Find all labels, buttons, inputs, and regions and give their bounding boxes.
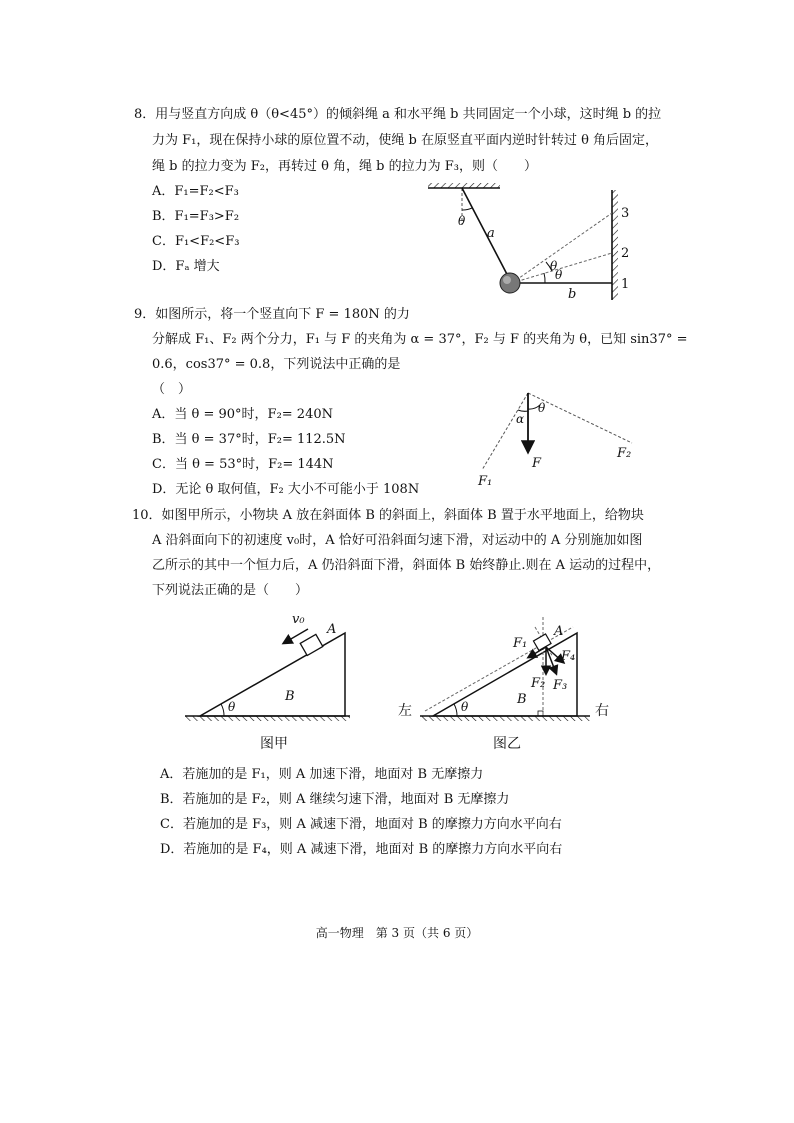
q10-yi-label-f3: F₃ (553, 678, 568, 693)
q9-force-f1-line (482, 393, 528, 470)
q9-label-f1: F₁ (478, 474, 493, 489)
q9-label-f: F (532, 456, 542, 471)
q10-yi-label-b: B (517, 692, 527, 707)
q10-jia-theta: θ (228, 700, 236, 714)
q10-yi-label-f4: F₄ (561, 649, 576, 664)
q9-theta: θ (538, 401, 546, 415)
q8-option-a: A．F₁=F₂<F₃ (152, 184, 239, 199)
q8-wall-hatch (612, 190, 618, 300)
q8-stem-line-1: 8．用与竖直方向成 θ（θ<45°）的倾斜绳 a 和水平绳 b 共同固定一个小球，这时绳 b 的拉 (134, 107, 662, 122)
q10-stem-line-2: A 沿斜面向下的初速度 v₀时，A 恰好可沿斜面匀速下滑，对运动中的 A 分别施加如图 (152, 533, 643, 548)
q8-rope-a (462, 188, 510, 280)
q9-option-a: A．当 θ = 90°时，F₂= 240N (152, 407, 333, 422)
q8-theta-2: θ (550, 259, 558, 273)
q9-option-d: D．无论 θ 取何值，F₂ 大小不可能小于 108N (152, 482, 420, 497)
q10-yi-label-f2: F₂ (531, 676, 546, 691)
q10-yi-caption: 图乙 (493, 736, 521, 752)
q8-ball (500, 273, 520, 293)
q10-jia-caption: 图甲 (260, 736, 288, 752)
q8-option-c: C．F₁<F₂<F₃ (152, 234, 240, 249)
q10-yi-left: 左 (398, 703, 412, 719)
q8-stem-line-3: 绳 b 的拉力变为 F₂，再转过 θ 角，绳 b 的拉力为 F₃，则（ ） (152, 159, 537, 174)
page-footer: 高一物理 第 3 页（共 6 页） (315, 926, 479, 940)
q8-stem-line-2: 力为 F₁，现在保持小球的原位置不动，使绳 b 在原竖直平面内逆时针转过 θ 角后固定， (152, 133, 659, 148)
q8-point-2: 2 (621, 246, 630, 261)
q9-option-b: B．当 θ = 37°时，F₂= 112.5N (152, 432, 346, 447)
q10-option-c: C．若施加的是 F₃，则 A 减速下滑，地面对 B 的摩擦力方向水平向右 (160, 817, 562, 832)
q10-yi-label-a: A (554, 624, 564, 639)
q10-jia-block-a (300, 634, 323, 655)
q9-stem-line-4: （ ） (152, 382, 192, 397)
q9-alpha: α (516, 412, 525, 426)
q9-stem-line-2: 分解成 F₁、F₂ 两个分力，F₁ 与 F 的夹角为 α = 37°，F₂ 与 F 的夹角为 θ，已知 sin37° = (152, 332, 688, 347)
q10-stem-line-3: 乙所示的其中一个恒力后，A 仍沿斜面下滑，斜面体 B 始终静止.则在 A 运动的过程中， (152, 558, 661, 573)
q8-label-a: a (487, 226, 495, 241)
q8-point-1: 1 (621, 277, 630, 292)
q10-figure-jia (180, 605, 360, 755)
q8-figure (420, 180, 650, 305)
q10-jia-v0: v₀ (292, 612, 305, 627)
q10-option-b: B．若施加的是 F₂，则 A 继续匀速下滑，地面对 B 无摩擦力 (160, 792, 510, 807)
q9-figure (470, 385, 645, 500)
q9-stem-line-1: 9．如图所示，将一个竖直向下 F = 180N 的力 (134, 307, 410, 322)
q10-yi-right: 右 (595, 703, 609, 719)
q8-label-b: b (568, 287, 577, 302)
q8-option-d: D．Fₐ 增大 (152, 259, 220, 274)
q10-stem-line-1: 10．如图甲所示，小物块 A 放在斜面体 B 的斜面上，斜面体 B 置于水平地面上，给物块 (132, 508, 644, 523)
q10-yi-theta: θ (461, 700, 469, 714)
q10-jia-label-b: B (285, 689, 295, 704)
q9-option-c: C．当 θ = 53°时，F₂= 144N (152, 457, 334, 472)
q10-stem-line-4: 下列说法正确的是（ ） (152, 583, 309, 598)
q10-yi-label-f1: F₁ (513, 636, 528, 651)
q8-option-b: B．F₁=F₃>F₂ (152, 209, 240, 224)
q8-theta-1: θ (555, 268, 563, 282)
q8-theta-top: θ (458, 214, 466, 228)
q10-option-a: A．若施加的是 F₁，则 A 加速下滑，地面对 B 无摩擦力 (160, 767, 484, 782)
q10-option-d: D．若施加的是 F₄，则 A 减速下滑，地面对 B 的摩擦力方向水平向右 (160, 842, 563, 857)
q10-yi-wedge-b (433, 633, 577, 716)
q10-figure-yi (395, 605, 620, 755)
q10-jia-wedge-b (200, 633, 345, 716)
q9-stem-line-3: 0.6，cos37° = 0.8，下列说法中正确的是 (152, 357, 401, 372)
q9-label-f2: F₂ (617, 446, 632, 461)
q8-point-3: 3 (621, 206, 630, 221)
q10-jia-label-a: A (327, 622, 337, 637)
